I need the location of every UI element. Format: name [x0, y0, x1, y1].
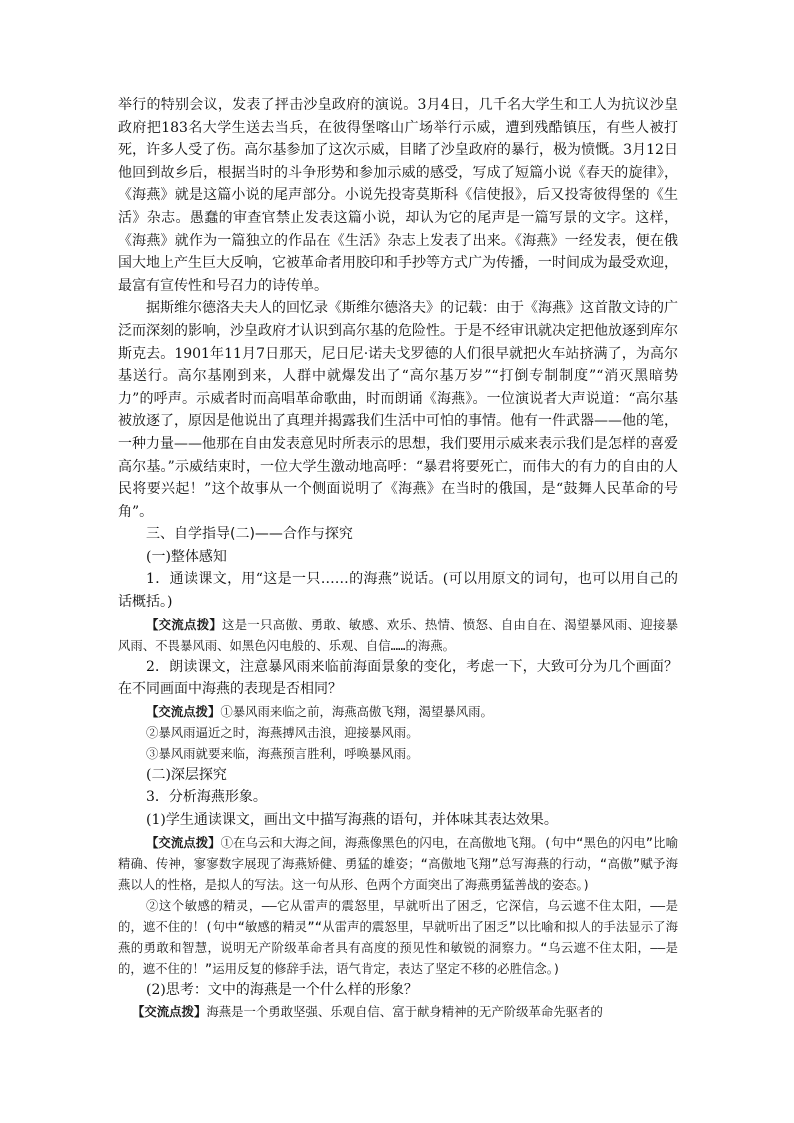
answer-tag: 【交流点拨】 [132, 1004, 207, 1020]
answer-paragraph [118, 614, 678, 656]
section-heading [118, 523, 678, 546]
paragraph-text: ②暴风雨逼近之时，海燕搏风击浪，迎接暴风雨。 [146, 724, 419, 740]
answer-paragraph [118, 722, 678, 743]
paragraph-text: 举行的特别会议，发表了抨击沙皇政府的演说。3月4日，几千名大学生和工人为抗议沙皇政府把183名大学生送去当兵，在彼得堡喀山广场举行示威，遭到残酷镇压，有些人被打死，许多人受了伤。高尔基参加了这次示威，目睹了沙皇政府的暴行，极为愤慨。3月12日他回到故乡后，根据当时的斗争形势和参加示威的感受，写成了短篇小说《春天的旋律》，《海燕》就是这篇小说的尾声部分。小说先投寄莫斯科《信使报》，后又投寄彼得堡的《生活》杂志。愚蠢的审查官禁止发表这篇小说，却认为它的尾声是一篇写景的文字。这样，《海燕》就作为一篇独立的作品在《生活》杂志上发表了出来。《海燕》一经发表，便在俄国大地上产生巨大反响，它被革命者用胶印和手抄等方式广为传播，一时间成为最受欢迎，最富有宣传性和号召力的诗传单。 [118, 97, 678, 294]
body-paragraph [118, 786, 678, 809]
paragraph-text: (2)思考：文中的海燕是一个什么样的形象？ [146, 981, 418, 998]
paragraph-text: 据斯维尔德洛夫夫人的回忆录《斯维尔德洛夫》的记载：由于《海燕》这首散文诗的广泛而深刻的影响，沙皇政府才认识到高尔基的危险性。于是不经审讯就决定把他放逐到库尔斯克去。1901年11月7日那天，尼日尼·诺夫戈罗德的人们很早就把火车站挤满了，为高尔基送行。高尔基刚到来，人群中就爆发出了“高尔基万岁”“打倒专制制度”“消灭黑暗势力”的呼声。示威者时而高唱革命歌曲，时而朗诵《海燕》。一位演说者大声说道：“高尔基被放逐了，原因是他说出了真理并揭露我们生活中可怕的事情。他有一件武器——他的笔，一种力量——他那在自由发表意见时所表示的思想，我们要用示威来表示我们是怎样的喜爱高尔基。”示威结束时，一位大学生激动地高呼：“暴君将要死亡，而伟大的有力的自由的人民将要兴起！”这个故事从一个侧面说明了《海燕》在当时的俄国，是“鼓舞人民革命的号角”。 [118, 300, 678, 520]
paragraph-text: (一)整体感知 [146, 548, 227, 565]
body-paragraph [118, 297, 678, 523]
paragraph-text: 海燕是一个勇敢坚强、乐观自信、富于献身精神的无产阶级革命先驱者的 [206, 1004, 603, 1020]
document-page [118, 94, 678, 1022]
body-paragraph [118, 656, 678, 701]
body-paragraph [118, 568, 678, 613]
paragraph-text: ③暴风雨就要来临，海燕预言胜利，呼唤暴风雨。 [146, 745, 419, 761]
answer-paragraph [118, 1001, 678, 1022]
paragraph-text: 这是一只高傲、勇敢、敏感、欢乐、热情、愤怒、自由自在、渴望暴风雨、迎接暴风雨、不畏暴风雨、如黑色闪电般的、乐观、自信……的海燕。 [118, 616, 679, 653]
paragraph-text: ②这个敏感的精灵，——它从雷声的震怒里，早就听出了困乏，它深信，乌云遮不住太阳，——是的，遮不住的！(句中“敏感的精灵”“从雷声的震怒里，早就听出了困乏”以比喻和拟人的手法显示了海燕的勇敢和智慧，说明无产阶级革命者具有高度的预见性和敏锐的洞察力。“乌云遮不住太阳，——是的，遮不住的！”运用反复的修辞手法，语气肯定，表达了坚定不移的必胜信念。) [118, 897, 678, 976]
body-paragraph [118, 546, 678, 569]
body-paragraph [118, 764, 678, 787]
paragraph-text: 2．朗读课文，注意暴风雨来临前海面景象的变化，考虑一下，大致可分为几个画面？在不同画面中海燕的表现是否相同？ [118, 658, 678, 698]
answer-paragraph [118, 701, 678, 722]
paragraph-text: (1)学生通读课文，画出文中描写海燕的语句，并体味其表达效果。 [146, 812, 558, 829]
paragraph-text: ①暴风雨来临之前，海燕高傲飞翔，渴望暴风雨。 [220, 703, 493, 719]
body-paragraph [118, 979, 678, 1002]
body-paragraph [118, 94, 678, 297]
answer-paragraph [118, 743, 678, 764]
body-paragraph [118, 809, 678, 832]
paragraph-text: 3．分析海燕形象。 [146, 789, 267, 806]
paragraph-text: (二)深层探究 [146, 766, 227, 783]
answer-paragraph [118, 895, 678, 979]
answer-tag: 【交流点拨】 [146, 703, 221, 719]
answer-tag: 【交流点拨】 [146, 834, 221, 850]
paragraph-text: 1．通读课文，用“这是一只……的海燕”说话。(可以用原文的词句，也可以用自己的话概括。) [118, 571, 678, 611]
paragraph-text: 三、自学指导(二)——合作与探究 [146, 526, 353, 543]
answer-paragraph [118, 832, 678, 895]
paragraph-text: ①在乌云和大海之间，海燕像黑色的闪电，在高傲地飞翔。(句中“黑色的闪电”比喻精确、传神，寥寥数字展现了海燕矫健、勇猛的雄姿；“高傲地飞翔”总写海燕的行动，“高傲”赋予海燕以人的性格，是拟人的写法。这一句从形、色两个方面突出了海燕勇猛善战的姿态。) [118, 834, 679, 892]
answer-tag: 【交流点拨】 [146, 616, 223, 632]
